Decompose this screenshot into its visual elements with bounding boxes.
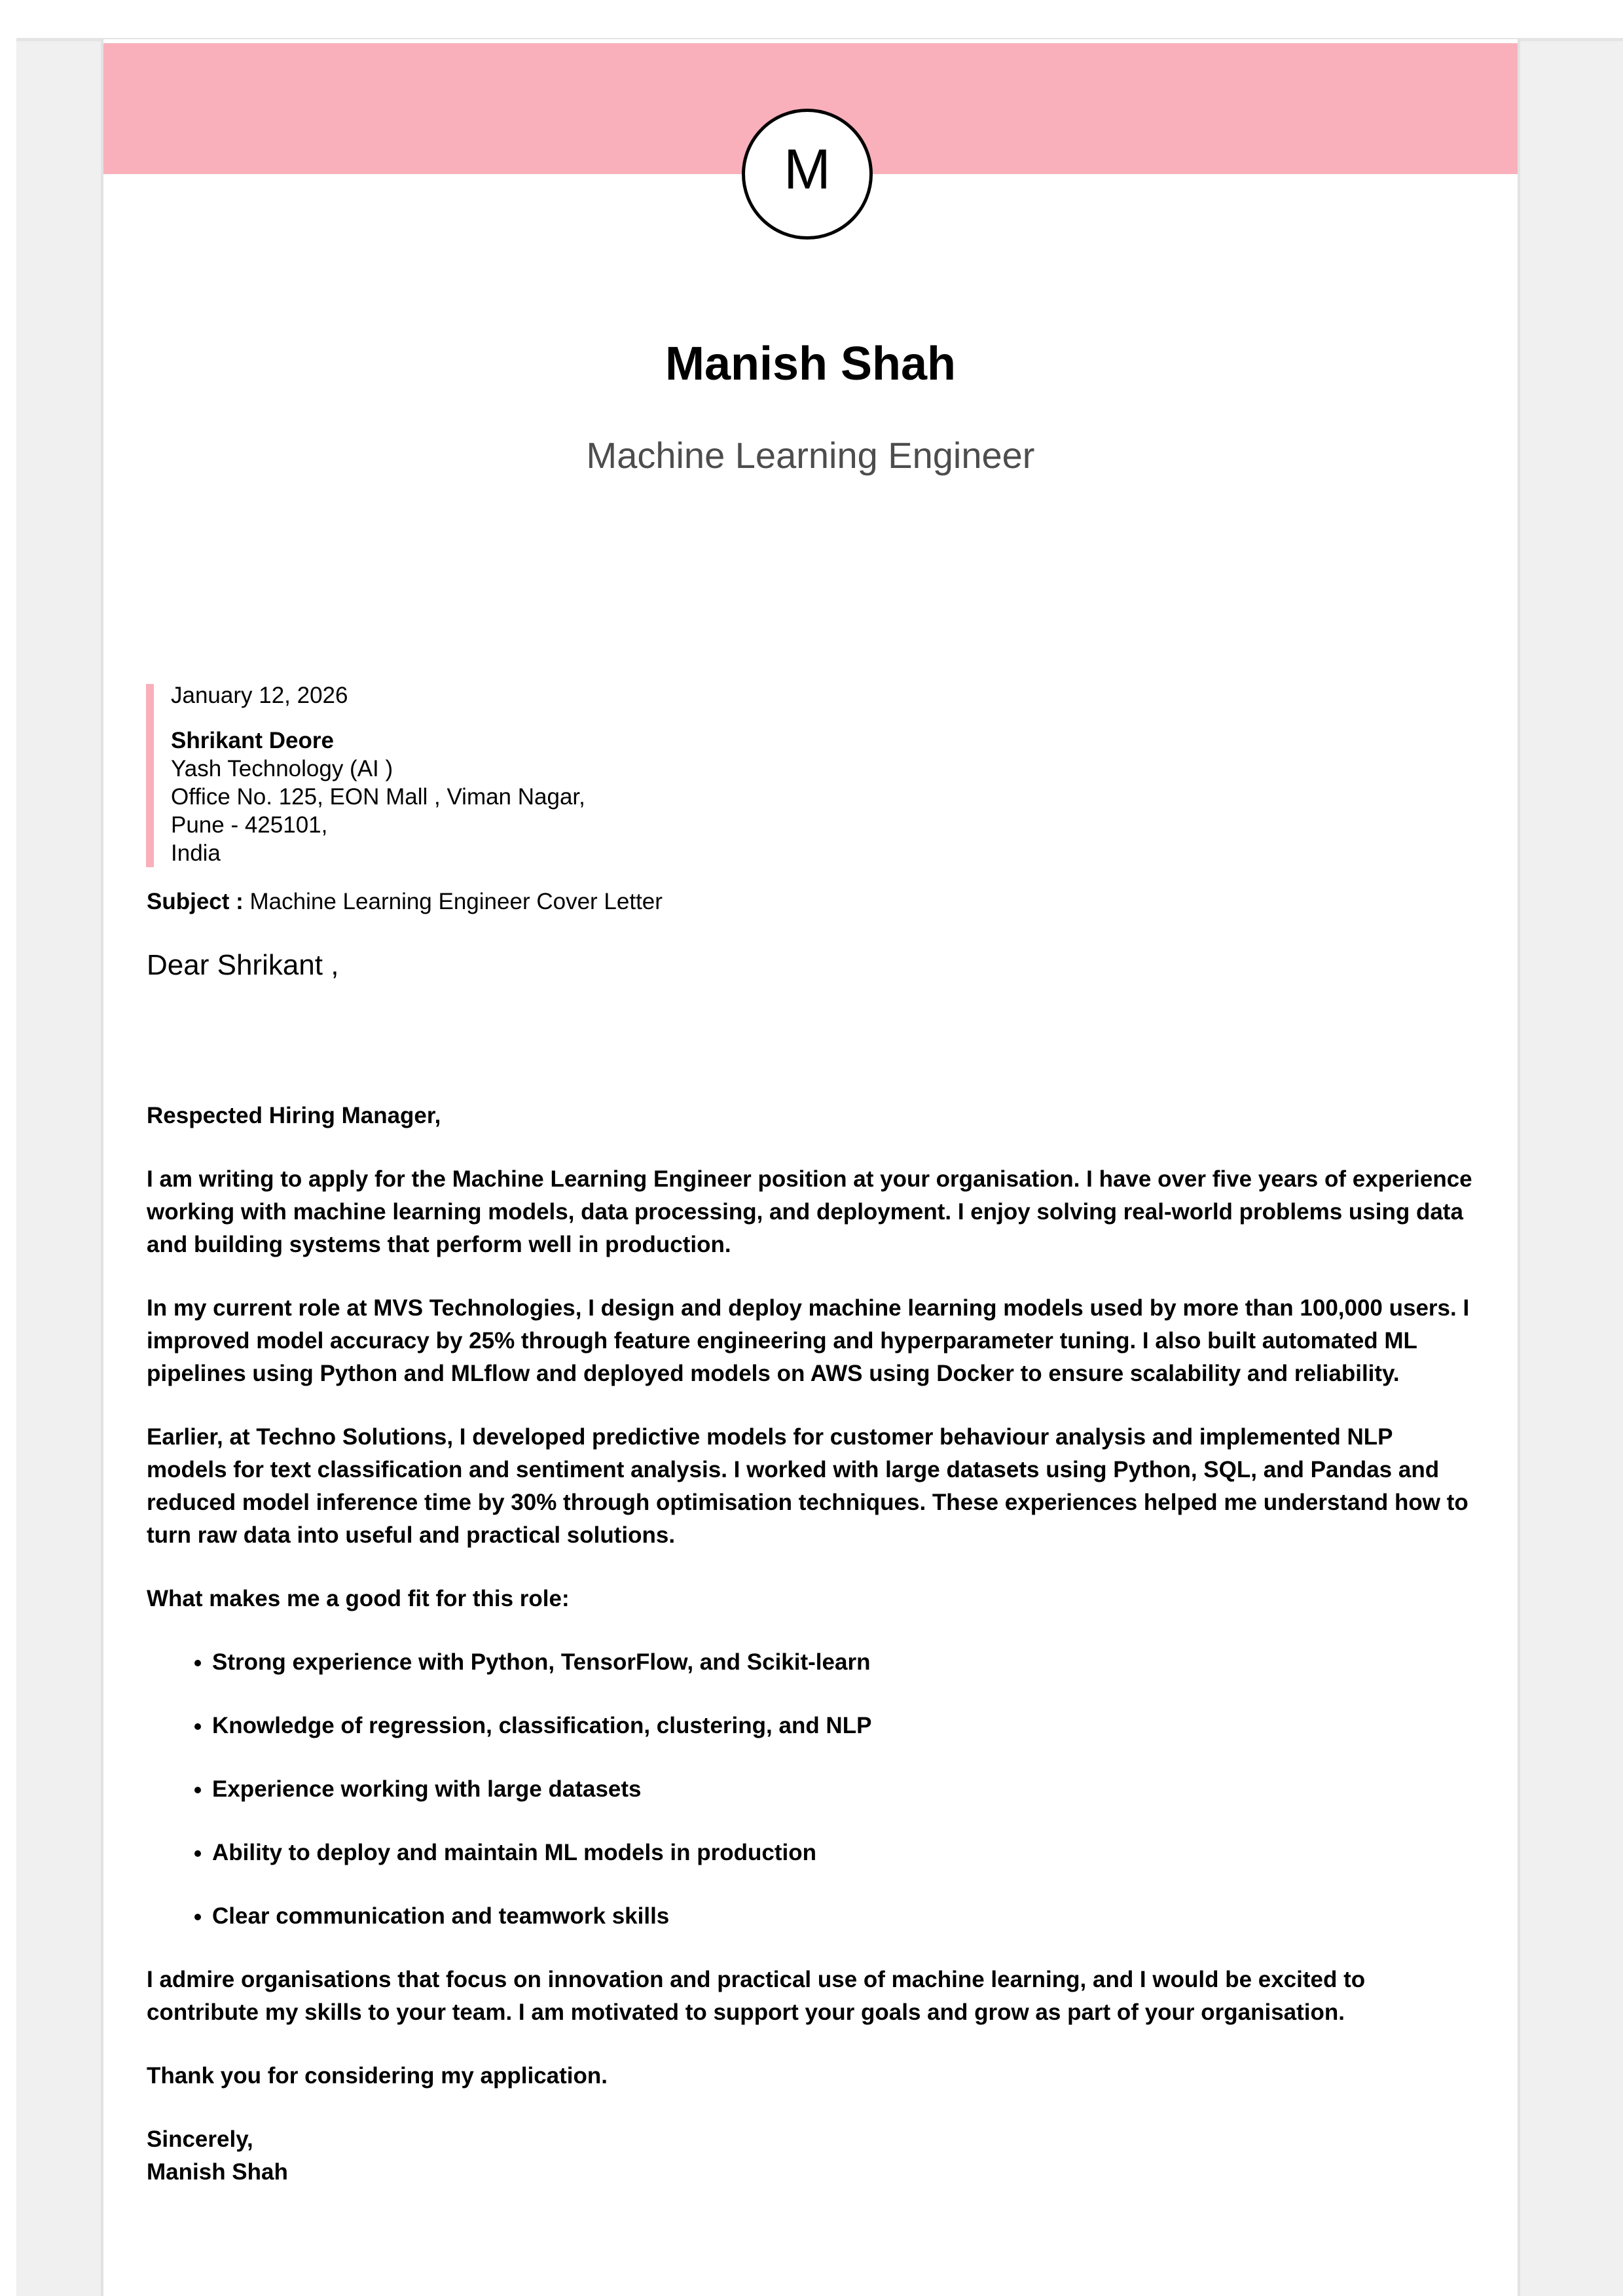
recipient-address-line1: Office No. 125, EON Mall , Viman Nagar, xyxy=(171,784,585,810)
avatar xyxy=(742,109,873,240)
letter-date: January 12, 2026 xyxy=(171,683,348,708)
sign-off: Sincerely, xyxy=(147,2126,253,2152)
fit-heading: What makes me a good fit for this role: xyxy=(147,1586,570,1611)
subject-label: Subject : xyxy=(147,889,244,914)
cover-letter-page xyxy=(103,39,1518,2296)
applicant-name: Manish Shah xyxy=(665,338,957,390)
fit-list-item: • Clear communication and teamwork skills xyxy=(212,1900,1476,1933)
subject-text: Machine Learning Engineer Cover Letter xyxy=(249,889,663,914)
fit-list-item: • Experience working with large datasets xyxy=(212,1773,1476,1806)
thanks-line: Thank you for considering my application. xyxy=(147,2063,608,2089)
recipient-country: India xyxy=(171,840,221,866)
signature-block xyxy=(147,2123,1476,2189)
avatar-initial: M xyxy=(784,138,831,201)
fit-list-item: • Strong experience with Python, TensorFlow, and Scikit-learn xyxy=(212,1646,1476,1679)
salutation: Respected Hiring Manager, xyxy=(147,1103,441,1128)
recipient-company: Yash Technology (AI ) xyxy=(171,756,393,781)
fit-list xyxy=(147,1646,1476,1933)
fit-list-item: • Ability to deploy and maintain ML models in production xyxy=(212,1837,1476,1869)
greeting: Dear Shrikant , xyxy=(147,949,339,981)
body-paragraph: Earlier, at Techno Solutions, I developed predictive models for customer behaviour analysis and implemented NLP models for text classification and sentiment analysis. I worked with large datasets using Python, SQL, and Pandas and reduced model inference time by 30% through optimisation techniques. These experiences helped me understand how to turn raw data into useful and practical solutions. xyxy=(147,1424,1468,1548)
body-paragraph: In my current role at MVS Technologies, I design and deploy machine learning models used by more than 100,000 users. I improved model accuracy by 25% through feature engineering and hyperparameter tuning. I also built automated ML pipelines using Python and MLflow and deployed models on AWS using Docker to ensure scalability and reliability. xyxy=(147,1295,1470,1386)
body-paragraph: I am writing to apply for the Machine Learning Engineer position at your organisation. I have over five years of experience working with machine learning models, data processing, and deployment. I enjoy solving real-world problems using data and building systems that perform well in production. xyxy=(147,1166,1472,1257)
closing-paragraph: I admire organisations that focus on innovation and practical use of machine learning, and I would be excited to contribute my skills to your team. I am motivated to support your goals and grow as part of your organisation. xyxy=(147,1967,1366,2025)
subject-line xyxy=(147,889,663,915)
recipient-address-line2: Pune - 425101, xyxy=(171,812,328,838)
fit-list-item: • Knowledge of regression, classification, clustering, and NLP xyxy=(212,1710,1476,1742)
applicant-job-title: Machine Learning Engineer xyxy=(586,435,1035,476)
signature-name: Manish Shah xyxy=(147,2159,288,2185)
recipient-name: Shrikant Deore xyxy=(171,728,334,753)
recipient-block xyxy=(146,684,826,867)
letter-body xyxy=(147,1100,1476,2189)
